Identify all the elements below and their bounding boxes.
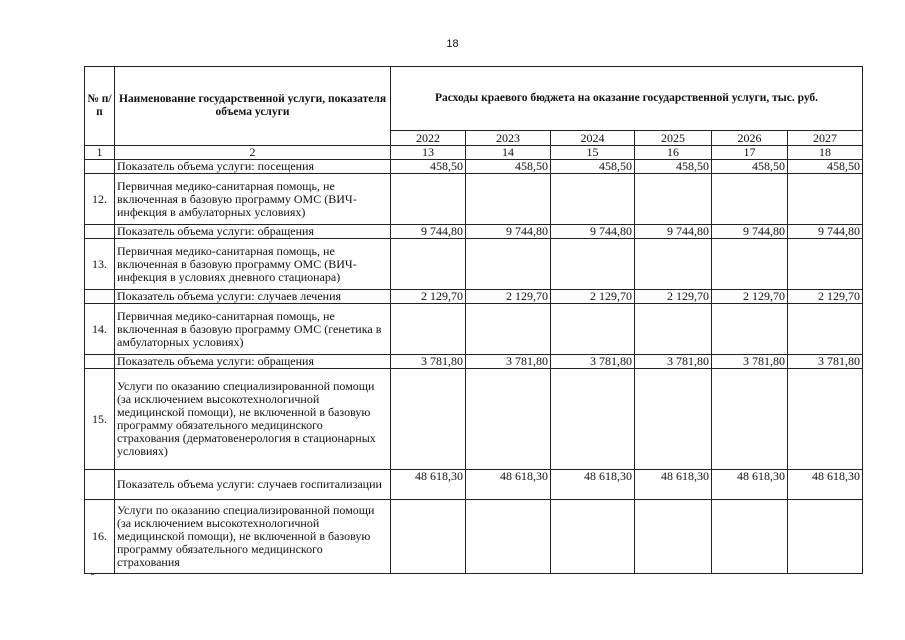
budget-value	[391, 304, 466, 355]
budget-value: 458,50	[391, 160, 466, 174]
budget-value: 3 781,80	[551, 355, 635, 369]
service-name: Первичная медико-санитарная помощь, не включенная в базовую программу ОМС (ВИЧ-инфекция в условиях дневного стационара)	[115, 239, 391, 290]
row-number	[85, 355, 115, 369]
budget-value: 9 744,80	[391, 225, 466, 239]
budget-value: 458,50	[551, 160, 635, 174]
row-number	[85, 470, 115, 500]
header-number: № п/п	[85, 67, 115, 146]
budget-value	[635, 174, 712, 225]
service-row	[85, 239, 863, 290]
column-number: 13	[391, 146, 466, 160]
year-header: 2023	[466, 131, 551, 146]
budget-value: 3 781,80	[635, 355, 712, 369]
budget-value: 9 744,80	[466, 225, 551, 239]
budget-value: 9 744,80	[788, 225, 863, 239]
budget-value: 9 744,80	[635, 225, 712, 239]
budget-value	[466, 500, 551, 574]
year-header: 2026	[712, 131, 788, 146]
budget-value: 48 618,30	[466, 470, 551, 500]
budget-value	[551, 500, 635, 574]
indicator-row	[85, 470, 863, 500]
row-number: 12.	[85, 174, 115, 225]
budget-value	[551, 174, 635, 225]
row-number	[85, 160, 115, 174]
year-header: 2024	[551, 131, 635, 146]
budget-value: 48 618,30	[788, 470, 863, 500]
row-number: 13.	[85, 239, 115, 290]
budget-value	[391, 174, 466, 225]
budget-value	[635, 500, 712, 574]
budget-value: 9 744,80	[551, 225, 635, 239]
budget-value	[788, 304, 863, 355]
budget-value	[788, 239, 863, 290]
header-service-name: Наименование государственной услуги, показателя объема услуги	[115, 67, 391, 146]
budget-value: 2 129,70	[551, 290, 635, 304]
column-number: 17	[712, 146, 788, 160]
year-header: 2025	[635, 131, 712, 146]
budget-value	[788, 369, 863, 470]
service-name: Первичная медико-санитарная помощь, не включенная в базовую программу ОМС (генетика в амбулаторных условиях)	[115, 304, 391, 355]
indicator-row	[85, 160, 863, 174]
budget-value: 3 781,80	[712, 355, 788, 369]
budget-value	[712, 304, 788, 355]
indicator-row	[85, 355, 863, 369]
budget-value	[788, 500, 863, 574]
row-number: 15.	[85, 369, 115, 470]
budget-value: 48 618,30	[391, 470, 466, 500]
budget-value: 2 129,70	[391, 290, 466, 304]
budget-value: 48 618,30	[712, 470, 788, 500]
service-name: Первичная медико-санитарная помощь, не включенная в базовую программу ОМС (ВИЧ-инфекция в амбулаторных условиях)	[115, 174, 391, 225]
service-name: Услуги по оказанию специализированной помощи (за исключением высокотехнологичной медицинской помощи), не включенной в базовую программу обязательного медицинского страхования (дерматовенерология в стационарных условиях)	[115, 369, 391, 470]
budget-value	[466, 304, 551, 355]
table-body	[85, 160, 863, 574]
budget-value: 458,50	[466, 160, 551, 174]
indicator-name: Показатель объема услуги: посещения	[115, 160, 391, 174]
budget-value	[391, 239, 466, 290]
budget-value: 458,50	[712, 160, 788, 174]
service-row	[85, 174, 863, 225]
service-row	[85, 304, 863, 355]
budget-value	[712, 500, 788, 574]
scan-mark	[91, 574, 94, 575]
indicator-name: Показатель объема услуги: случаев лечения	[115, 290, 391, 304]
budget-value: 458,50	[635, 160, 712, 174]
service-row	[85, 369, 863, 470]
column-number: 15	[551, 146, 635, 160]
row-number	[85, 225, 115, 239]
row-number: 14.	[85, 304, 115, 355]
indicator-name: Показатель объема услуги: обращения	[115, 225, 391, 239]
budget-value	[712, 239, 788, 290]
budget-value: 48 618,30	[635, 470, 712, 500]
year-header: 2027	[788, 131, 863, 146]
indicator-row	[85, 290, 863, 304]
column-number: 18	[788, 146, 863, 160]
budget-value	[635, 304, 712, 355]
indicator-name: Показатель объема услуги: обращения	[115, 355, 391, 369]
budget-value: 48 618,30	[551, 470, 635, 500]
budget-value: 2 129,70	[466, 290, 551, 304]
budget-value: 2 129,70	[712, 290, 788, 304]
budget-value	[391, 369, 466, 470]
budget-value	[466, 239, 551, 290]
budget-value: 2 129,70	[635, 290, 712, 304]
budget-value	[712, 369, 788, 470]
column-number: 1	[85, 146, 115, 160]
budget-value: 3 781,80	[466, 355, 551, 369]
budget-value: 2 129,70	[788, 290, 863, 304]
budget-value	[551, 369, 635, 470]
budget-value	[391, 500, 466, 574]
budget-value	[466, 369, 551, 470]
budget-value	[635, 239, 712, 290]
indicator-name: Показатель объема услуги: случаев госпитализации	[115, 470, 391, 500]
column-number: 14	[466, 146, 551, 160]
service-name: Услуги по оказанию специализированной помощи (за исключением высокотехнологичной медицинской помощи), не включенной в базовую программу обязательного медицинского страхования	[115, 500, 391, 574]
budget-value	[788, 174, 863, 225]
budget-value	[712, 174, 788, 225]
header-spending: Расходы краевого бюджета на оказание государственной услуги, тыс. руб.	[391, 67, 863, 131]
column-number: 16	[635, 146, 712, 160]
budget-value: 458,50	[788, 160, 863, 174]
budget-value	[635, 369, 712, 470]
column-number: 2	[115, 146, 391, 160]
row-number	[85, 290, 115, 304]
budget-value	[551, 304, 635, 355]
budget-value	[466, 174, 551, 225]
budget-value: 3 781,80	[391, 355, 466, 369]
budget-value	[551, 239, 635, 290]
budget-value: 9 744,80	[712, 225, 788, 239]
page-number: 18	[446, 38, 459, 50]
row-number: 16.	[85, 500, 115, 574]
year-header: 2022	[391, 131, 466, 146]
budget-table	[84, 66, 863, 574]
indicator-row	[85, 225, 863, 239]
budget-value: 3 781,80	[788, 355, 863, 369]
column-numbers-row	[85, 146, 863, 160]
service-row	[85, 500, 863, 574]
